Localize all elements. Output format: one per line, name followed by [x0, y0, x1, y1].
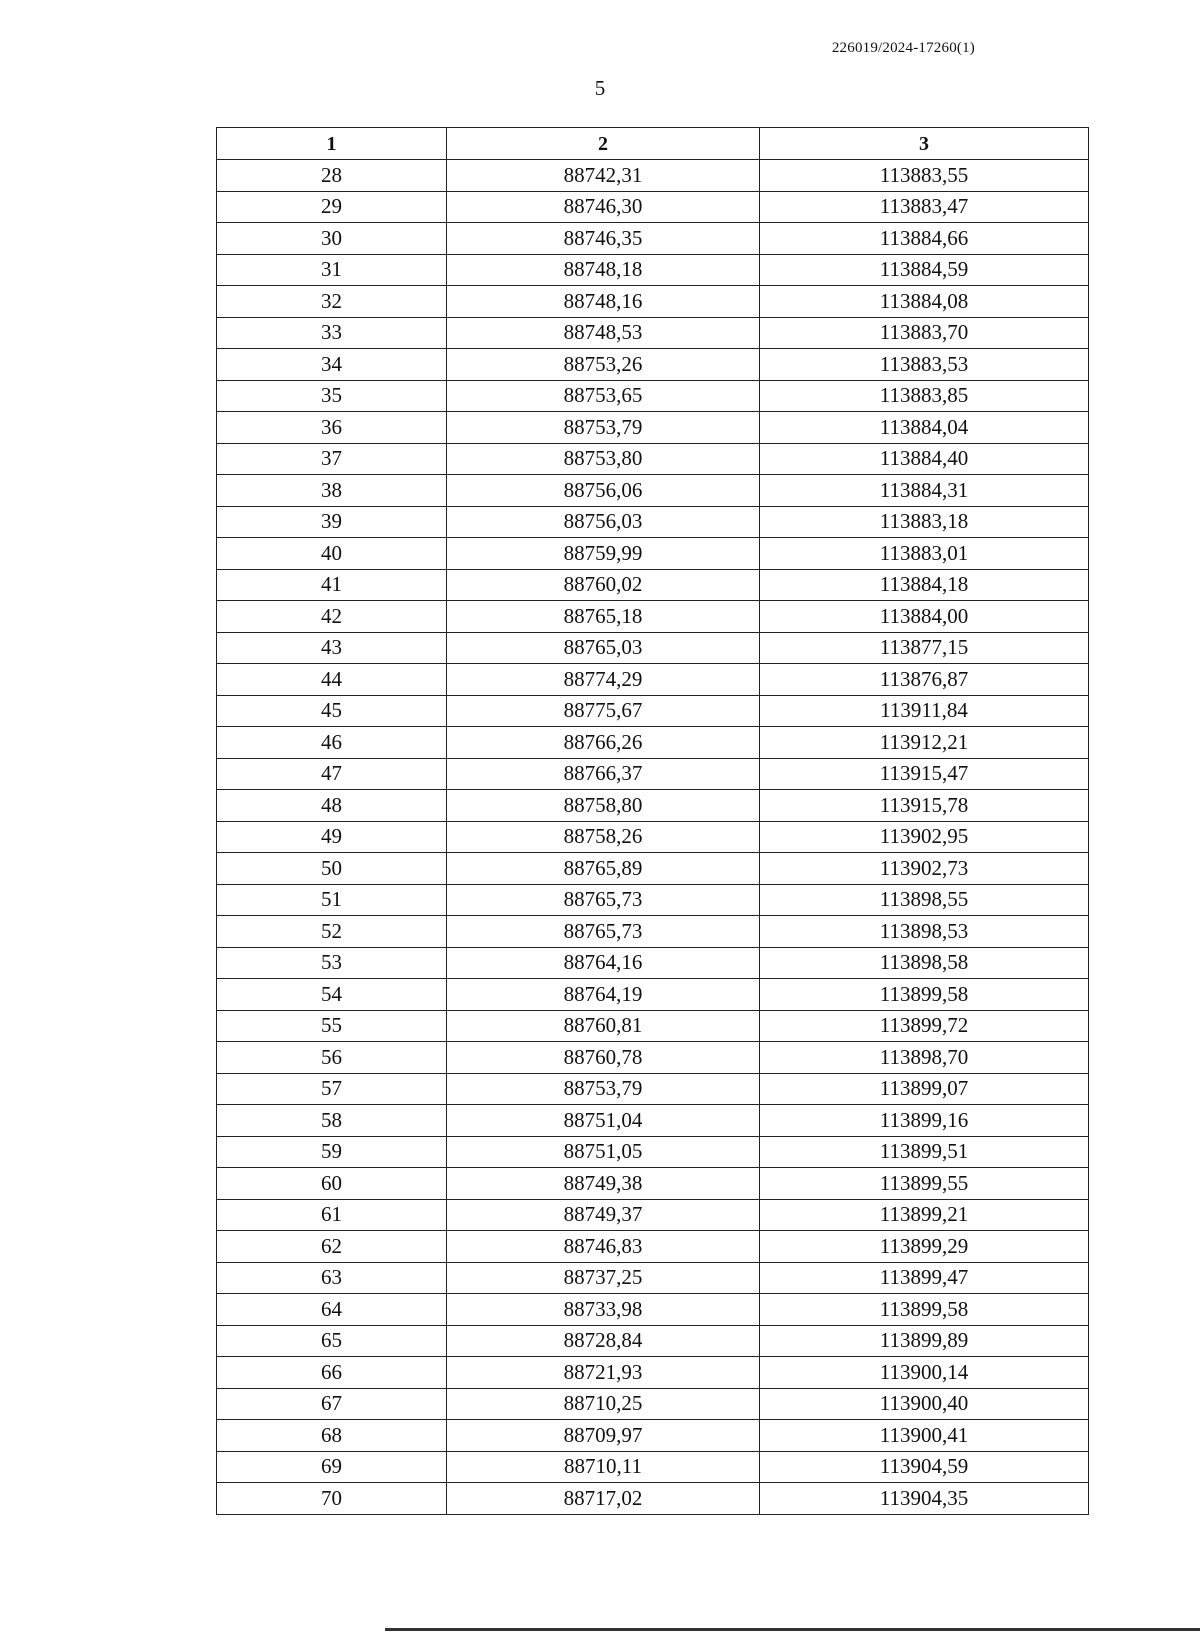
table-row [217, 947, 1089, 979]
table-row [217, 317, 1089, 349]
point-number-cell: 46 [217, 727, 447, 759]
x-coordinate-cell: 88751,05 [447, 1136, 760, 1168]
point-number-cell: 69 [217, 1451, 447, 1483]
y-coordinate-cell: 113915,78 [760, 790, 1089, 822]
table-row [217, 1420, 1089, 1452]
point-number-cell: 55 [217, 1010, 447, 1042]
table-row [217, 884, 1089, 916]
y-coordinate-cell: 113899,16 [760, 1105, 1089, 1137]
point-number-cell: 60 [217, 1168, 447, 1200]
y-coordinate-cell: 113899,89 [760, 1325, 1089, 1357]
point-number-cell: 67 [217, 1388, 447, 1420]
coordinates-table [216, 127, 1089, 1515]
bottom-divider [385, 1628, 1200, 1631]
x-coordinate-cell: 88751,04 [447, 1105, 760, 1137]
x-coordinate-cell: 88765,73 [447, 916, 760, 948]
table-row [217, 286, 1089, 318]
point-number-cell: 48 [217, 790, 447, 822]
y-coordinate-cell: 113883,47 [760, 191, 1089, 223]
x-coordinate-cell: 88760,81 [447, 1010, 760, 1042]
table-row [217, 1042, 1089, 1074]
x-coordinate-cell: 88766,26 [447, 727, 760, 759]
table-row [217, 1483, 1089, 1515]
x-coordinate-cell: 88746,30 [447, 191, 760, 223]
point-number-cell: 63 [217, 1262, 447, 1294]
point-number-cell: 38 [217, 475, 447, 507]
x-coordinate-cell: 88765,03 [447, 632, 760, 664]
table-row [217, 853, 1089, 885]
x-coordinate-cell: 88728,84 [447, 1325, 760, 1357]
point-number-cell: 31 [217, 254, 447, 286]
y-coordinate-cell: 113884,40 [760, 443, 1089, 475]
x-coordinate-cell: 88756,03 [447, 506, 760, 538]
point-number-cell: 70 [217, 1483, 447, 1515]
x-coordinate-cell: 88756,06 [447, 475, 760, 507]
y-coordinate-cell: 113900,14 [760, 1357, 1089, 1389]
y-coordinate-cell: 113904,59 [760, 1451, 1089, 1483]
y-coordinate-cell: 113884,08 [760, 286, 1089, 318]
point-number-cell: 65 [217, 1325, 447, 1357]
table-row [217, 349, 1089, 381]
table-row [217, 664, 1089, 696]
y-coordinate-cell: 113883,53 [760, 349, 1089, 381]
table-row [217, 1451, 1089, 1483]
table-row [217, 254, 1089, 286]
x-coordinate-cell: 88760,78 [447, 1042, 760, 1074]
table-row [217, 695, 1089, 727]
table-row [217, 380, 1089, 412]
table-row [217, 1199, 1089, 1231]
x-coordinate-cell: 88759,99 [447, 538, 760, 570]
x-coordinate-cell: 88765,18 [447, 601, 760, 633]
x-coordinate-cell: 88710,25 [447, 1388, 760, 1420]
table-row [217, 1357, 1089, 1389]
y-coordinate-cell: 113900,40 [760, 1388, 1089, 1420]
table-row [217, 475, 1089, 507]
table-row [217, 632, 1089, 664]
point-number-cell: 58 [217, 1105, 447, 1137]
table-row [217, 727, 1089, 759]
y-coordinate-cell: 113899,07 [760, 1073, 1089, 1105]
y-coordinate-cell: 113912,21 [760, 727, 1089, 759]
table-row [217, 979, 1089, 1011]
column-header-2: 2 [447, 128, 760, 160]
y-coordinate-cell: 113884,18 [760, 569, 1089, 601]
point-number-cell: 42 [217, 601, 447, 633]
table-row [217, 191, 1089, 223]
point-number-cell: 35 [217, 380, 447, 412]
point-number-cell: 57 [217, 1073, 447, 1105]
x-coordinate-cell: 88765,73 [447, 884, 760, 916]
y-coordinate-cell: 113898,55 [760, 884, 1089, 916]
table-row [217, 1388, 1089, 1420]
table-row [217, 1105, 1089, 1137]
table-row [217, 790, 1089, 822]
y-coordinate-cell: 113915,47 [760, 758, 1089, 790]
x-coordinate-cell: 88733,98 [447, 1294, 760, 1326]
y-coordinate-cell: 113902,73 [760, 853, 1089, 885]
x-coordinate-cell: 88753,80 [447, 443, 760, 475]
table-row [217, 506, 1089, 538]
table-row [217, 1073, 1089, 1105]
point-number-cell: 61 [217, 1199, 447, 1231]
point-number-cell: 47 [217, 758, 447, 790]
x-coordinate-cell: 88749,37 [447, 1199, 760, 1231]
y-coordinate-cell: 113898,53 [760, 916, 1089, 948]
table-row [217, 1168, 1089, 1200]
x-coordinate-cell: 88758,26 [447, 821, 760, 853]
y-coordinate-cell: 113883,70 [760, 317, 1089, 349]
y-coordinate-cell: 113877,15 [760, 632, 1089, 664]
point-number-cell: 36 [217, 412, 447, 444]
y-coordinate-cell: 113899,58 [760, 979, 1089, 1011]
x-coordinate-cell: 88753,65 [447, 380, 760, 412]
point-number-cell: 49 [217, 821, 447, 853]
document-number: 226019/2024-17260(1) [831, 40, 975, 56]
y-coordinate-cell: 113899,55 [760, 1168, 1089, 1200]
x-coordinate-cell: 88760,02 [447, 569, 760, 601]
point-number-cell: 52 [217, 916, 447, 948]
x-coordinate-cell: 88748,16 [447, 286, 760, 318]
x-coordinate-cell: 88748,18 [447, 254, 760, 286]
point-number-cell: 33 [217, 317, 447, 349]
point-number-cell: 54 [217, 979, 447, 1011]
y-coordinate-cell: 113899,29 [760, 1231, 1089, 1263]
y-coordinate-cell: 113899,72 [760, 1010, 1089, 1042]
column-header-3: 3 [760, 128, 1089, 160]
x-coordinate-cell: 88753,79 [447, 412, 760, 444]
point-number-cell: 34 [217, 349, 447, 381]
y-coordinate-cell: 113876,87 [760, 664, 1089, 696]
table-row [217, 1262, 1089, 1294]
point-number-cell: 59 [217, 1136, 447, 1168]
x-coordinate-cell: 88721,93 [447, 1357, 760, 1389]
y-coordinate-cell: 113883,01 [760, 538, 1089, 570]
y-coordinate-cell: 113899,47 [760, 1262, 1089, 1294]
x-coordinate-cell: 88758,80 [447, 790, 760, 822]
point-number-cell: 68 [217, 1420, 447, 1452]
point-number-cell: 41 [217, 569, 447, 601]
point-number-cell: 45 [217, 695, 447, 727]
table-row [217, 443, 1089, 475]
y-coordinate-cell: 113902,95 [760, 821, 1089, 853]
table-row [217, 412, 1089, 444]
point-number-cell: 43 [217, 632, 447, 664]
x-coordinate-cell: 88749,38 [447, 1168, 760, 1200]
table-row [217, 223, 1089, 255]
y-coordinate-cell: 113911,84 [760, 695, 1089, 727]
y-coordinate-cell: 113883,18 [760, 506, 1089, 538]
x-coordinate-cell: 88765,89 [447, 853, 760, 885]
y-coordinate-cell: 113898,58 [760, 947, 1089, 979]
point-number-cell: 51 [217, 884, 447, 916]
table-row [217, 160, 1089, 192]
point-number-cell: 56 [217, 1042, 447, 1074]
header-row [217, 128, 1089, 160]
column-header-1: 1 [217, 128, 447, 160]
x-coordinate-cell: 88774,29 [447, 664, 760, 696]
y-coordinate-cell: 113898,70 [760, 1042, 1089, 1074]
point-number-cell: 37 [217, 443, 447, 475]
point-number-cell: 64 [217, 1294, 447, 1326]
table-row [217, 916, 1089, 948]
point-number-cell: 40 [217, 538, 447, 570]
x-coordinate-cell: 88766,37 [447, 758, 760, 790]
x-coordinate-cell: 88746,35 [447, 223, 760, 255]
table-row [217, 1010, 1089, 1042]
table-row [217, 569, 1089, 601]
x-coordinate-cell: 88764,19 [447, 979, 760, 1011]
x-coordinate-cell: 88753,79 [447, 1073, 760, 1105]
table-row [217, 601, 1089, 633]
x-coordinate-cell: 88737,25 [447, 1262, 760, 1294]
table-row [217, 1136, 1089, 1168]
y-coordinate-cell: 113883,55 [760, 160, 1089, 192]
x-coordinate-cell: 88746,83 [447, 1231, 760, 1263]
point-number-cell: 28 [217, 160, 447, 192]
point-number-cell: 66 [217, 1357, 447, 1389]
table-header [217, 128, 1089, 160]
y-coordinate-cell: 113899,21 [760, 1199, 1089, 1231]
x-coordinate-cell: 88742,31 [447, 160, 760, 192]
y-coordinate-cell: 113904,35 [760, 1483, 1089, 1515]
y-coordinate-cell: 113884,04 [760, 412, 1089, 444]
table-row [217, 1325, 1089, 1357]
table-body [217, 160, 1089, 1515]
point-number-cell: 32 [217, 286, 447, 318]
y-coordinate-cell: 113884,59 [760, 254, 1089, 286]
x-coordinate-cell: 88710,11 [447, 1451, 760, 1483]
y-coordinate-cell: 113899,51 [760, 1136, 1089, 1168]
y-coordinate-cell: 113899,58 [760, 1294, 1089, 1326]
point-number-cell: 44 [217, 664, 447, 696]
page-number: 5 [594, 76, 606, 100]
point-number-cell: 53 [217, 947, 447, 979]
y-coordinate-cell: 113884,66 [760, 223, 1089, 255]
y-coordinate-cell: 113900,41 [760, 1420, 1089, 1452]
y-coordinate-cell: 113884,00 [760, 601, 1089, 633]
x-coordinate-cell: 88717,02 [447, 1483, 760, 1515]
point-number-cell: 29 [217, 191, 447, 223]
x-coordinate-cell: 88709,97 [447, 1420, 760, 1452]
point-number-cell: 30 [217, 223, 447, 255]
table-row [217, 538, 1089, 570]
table-row [217, 758, 1089, 790]
table-row [217, 1231, 1089, 1263]
point-number-cell: 50 [217, 853, 447, 885]
point-number-cell: 62 [217, 1231, 447, 1263]
table-row [217, 821, 1089, 853]
table-row [217, 1294, 1089, 1326]
x-coordinate-cell: 88753,26 [447, 349, 760, 381]
x-coordinate-cell: 88748,53 [447, 317, 760, 349]
y-coordinate-cell: 113883,85 [760, 380, 1089, 412]
point-number-cell: 39 [217, 506, 447, 538]
x-coordinate-cell: 88775,67 [447, 695, 760, 727]
x-coordinate-cell: 88764,16 [447, 947, 760, 979]
y-coordinate-cell: 113884,31 [760, 475, 1089, 507]
